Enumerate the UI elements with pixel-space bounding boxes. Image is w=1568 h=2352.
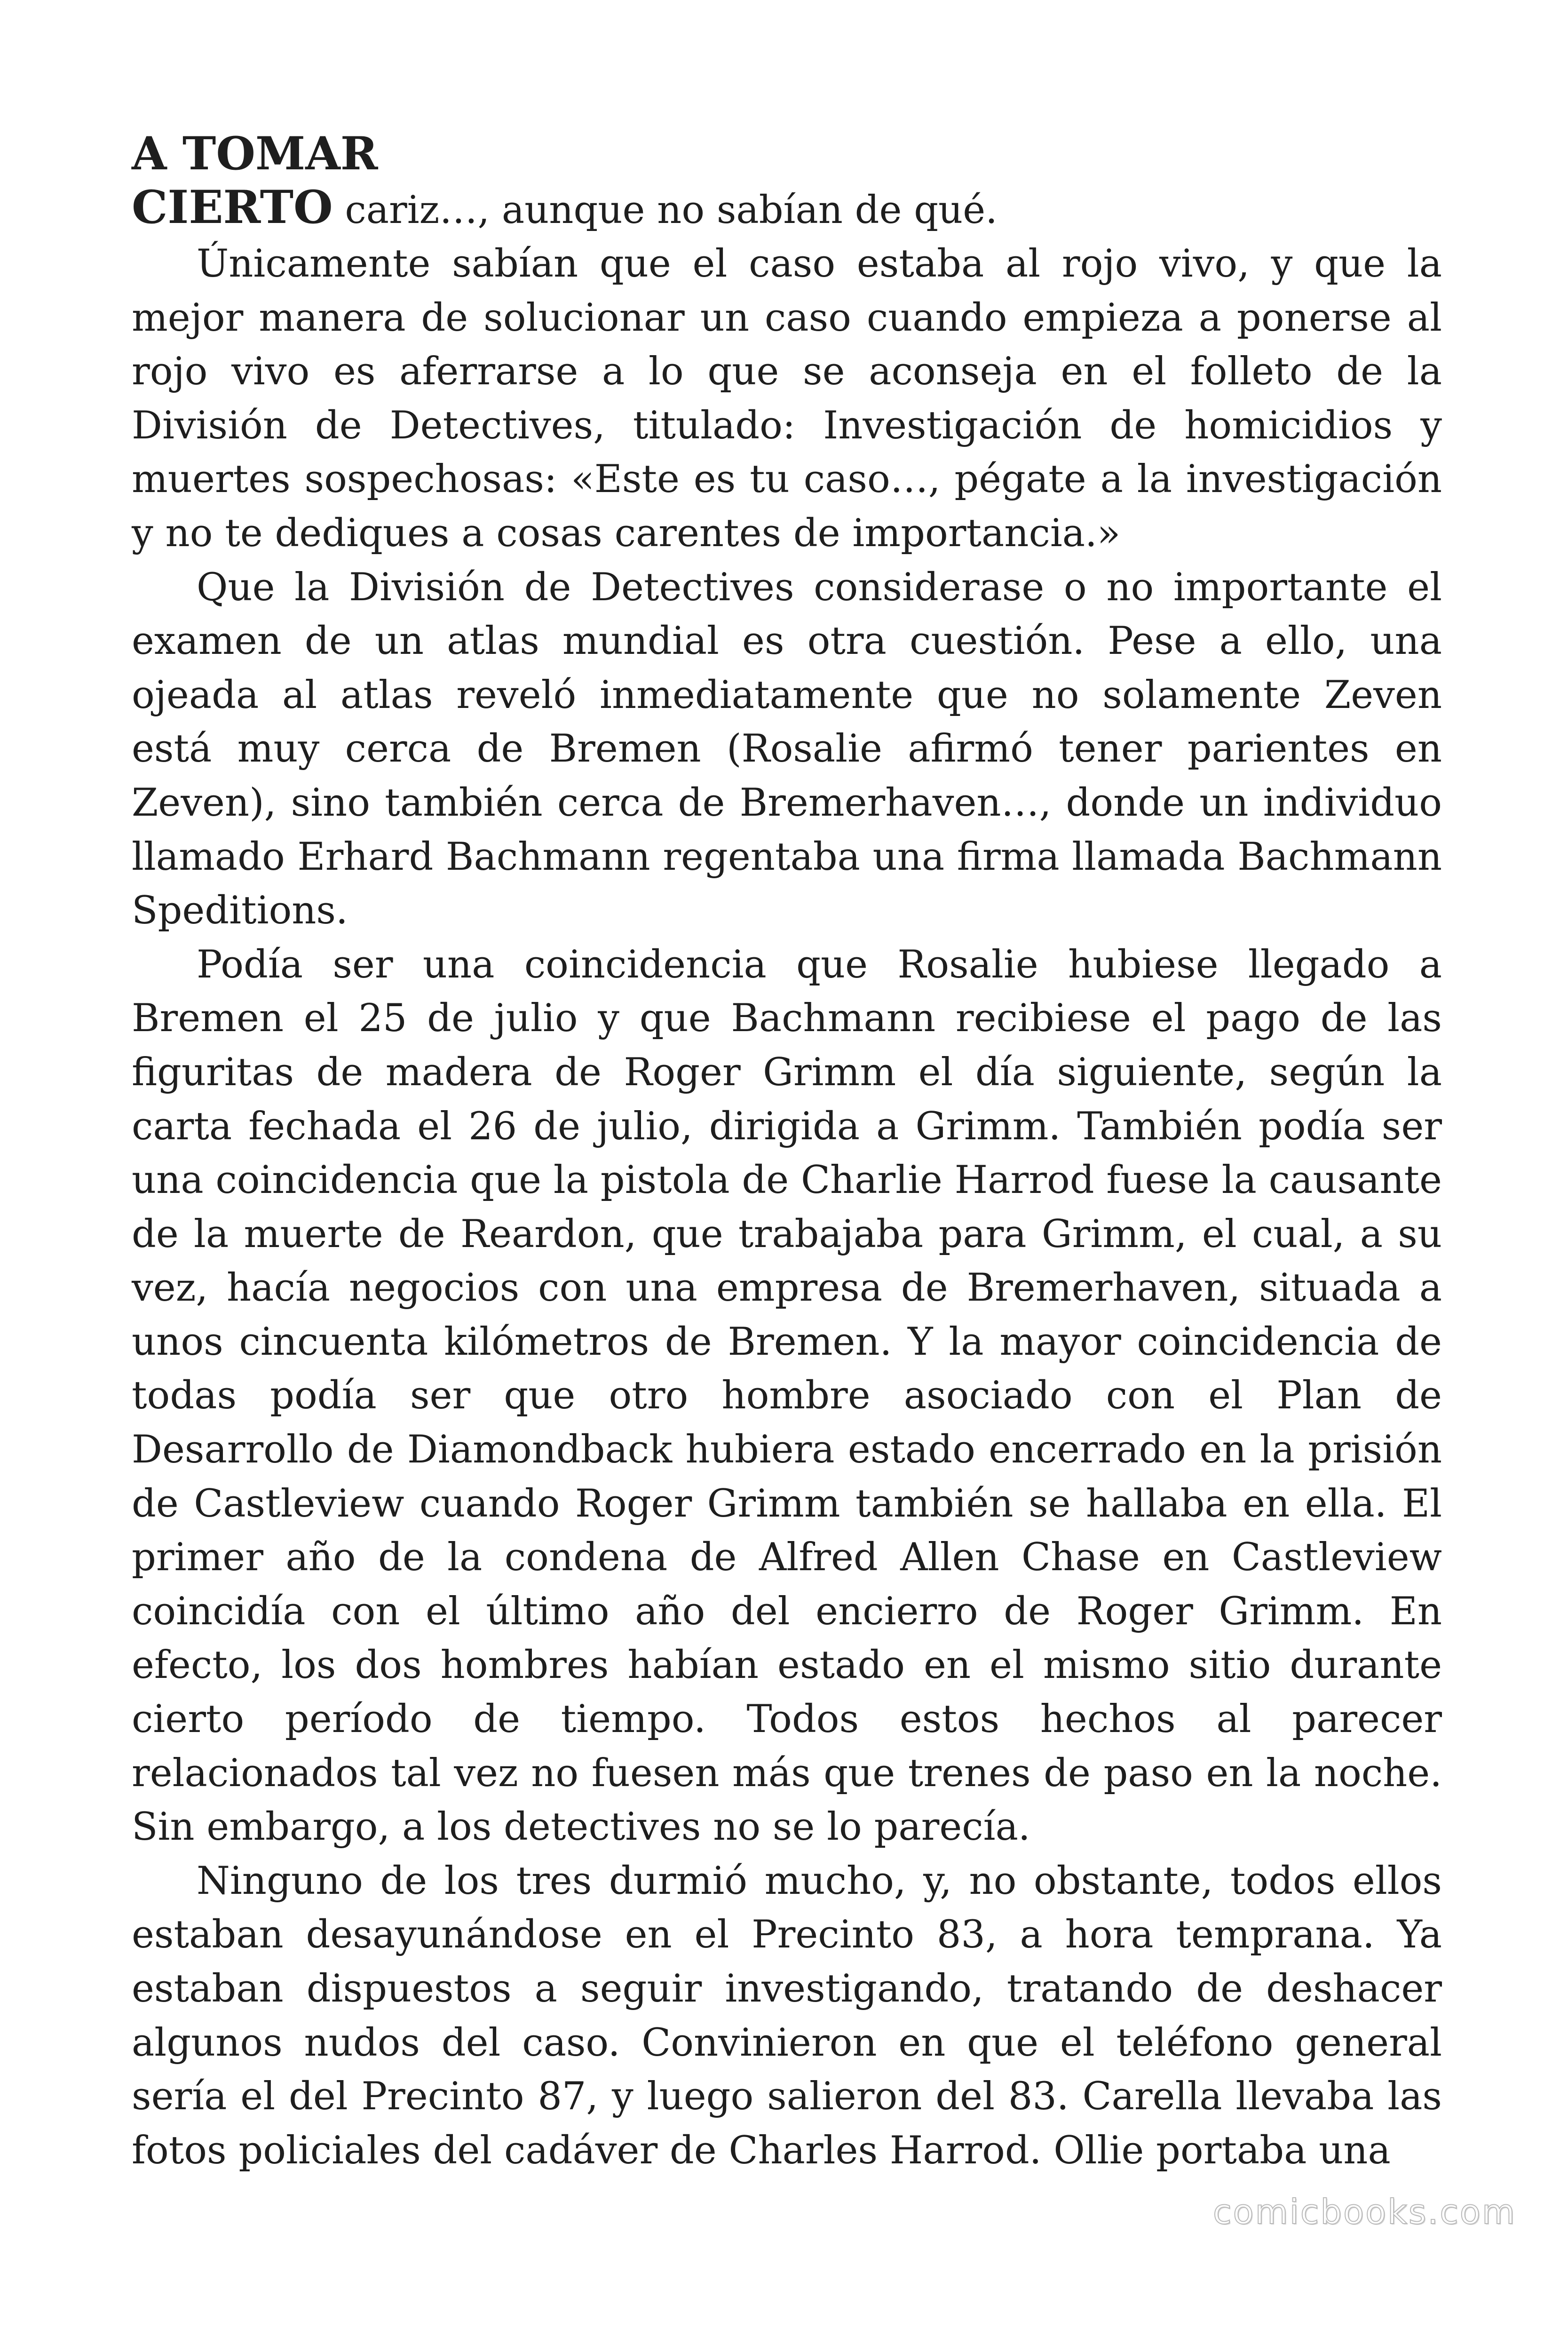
paragraph-3: Podía ser una coincidencia que Rosalie hubiese llegado a Bremen el 25 de julio y que Bachmann recibiese el pago de las figuritas de madera de Roger Grimm el día siguiente, según la carta fechada el 26 de julio, dirigida a Grimm. También podía ser una coincidencia que la pistola de Charlie Harrod fuese la causante de la muerte de Reardon, que trabajaba para Grimm, el cual, a su vez, hacía negocios con una empresa de Bremerhaven, situada a unos cincuenta kilómetros de Bremen. Y la mayor coincidencia de todas podía ser que otro hombre asociado con el Plan de Desarrollo de Diamondback hubiera estado encerrado en la prisión de Castleview cuando Roger Grimm también se hallaba en ella. El primer año de la condena de Alfred Allen Chase en Castleview coincidía con el último año del encierro de Roger Grimm. En efecto, los dos hombres habían estado en el mismo sitio durante cierto período de tiempo. Todos estos hechos al parecer relacionados tal vez no fuesen más que trenes de paso en la noche. Sin embargo, a los detectives no se lo parecía. bbox=[132, 942, 1442, 1850]
book-page bbox=[132, 127, 1442, 2177]
watermark: comicbooks.com bbox=[1212, 2192, 1516, 2232]
chapter-heading: A TOMAR bbox=[132, 127, 378, 180]
chapter-heading-continuation: CIERTO bbox=[132, 181, 333, 234]
paragraph-2: Que la División de Detectives considerase o no importante el examen de un atlas mundial es otra cuestión. Pese a ello, una ojeada al atlas reveló inmediatamente que no solamente Zeven está muy cerca de Bremen (Rosalie afirmó tener parientes en Zeven), sino también cerca de Bremerhaven…, donde un individuo llamado Erhard Bachmann regentaba una firma llamada Bachmann Speditions. bbox=[132, 565, 1442, 933]
opening-line-text: cariz…, aunque no sabían de qué. bbox=[333, 188, 998, 232]
paragraph-4: Ninguno de los tres durmió mucho, y, no obstante, todos ellos estaban desayunándose en el Precinto 83, a hora temprana. Ya estaban dispuestos a seguir investigando, tratando de deshacer algunos nudos del caso. Convinieron en que el teléfono general sería el del Precinto 87, y luego salieron del 83. Carella llevaba las fotos policiales del cadáver de Charles Harrod. Ollie portaba una bbox=[132, 1859, 1442, 2173]
chapter-opening-line bbox=[132, 181, 1442, 237]
paragraph-1: Únicamente sabían que el caso estaba al rojo vivo, y que la mejor manera de solucionar un caso cuando empieza a ponerse al rojo vivo es aferrarse a lo que se aconseja en el folleto de la División de Detectives, titulado: Investigación de homicidios y muertes sospechosas: «Este es tu caso…, pégate a la investigación y no te dediques a cosas carentes de importancia.» bbox=[132, 242, 1442, 556]
